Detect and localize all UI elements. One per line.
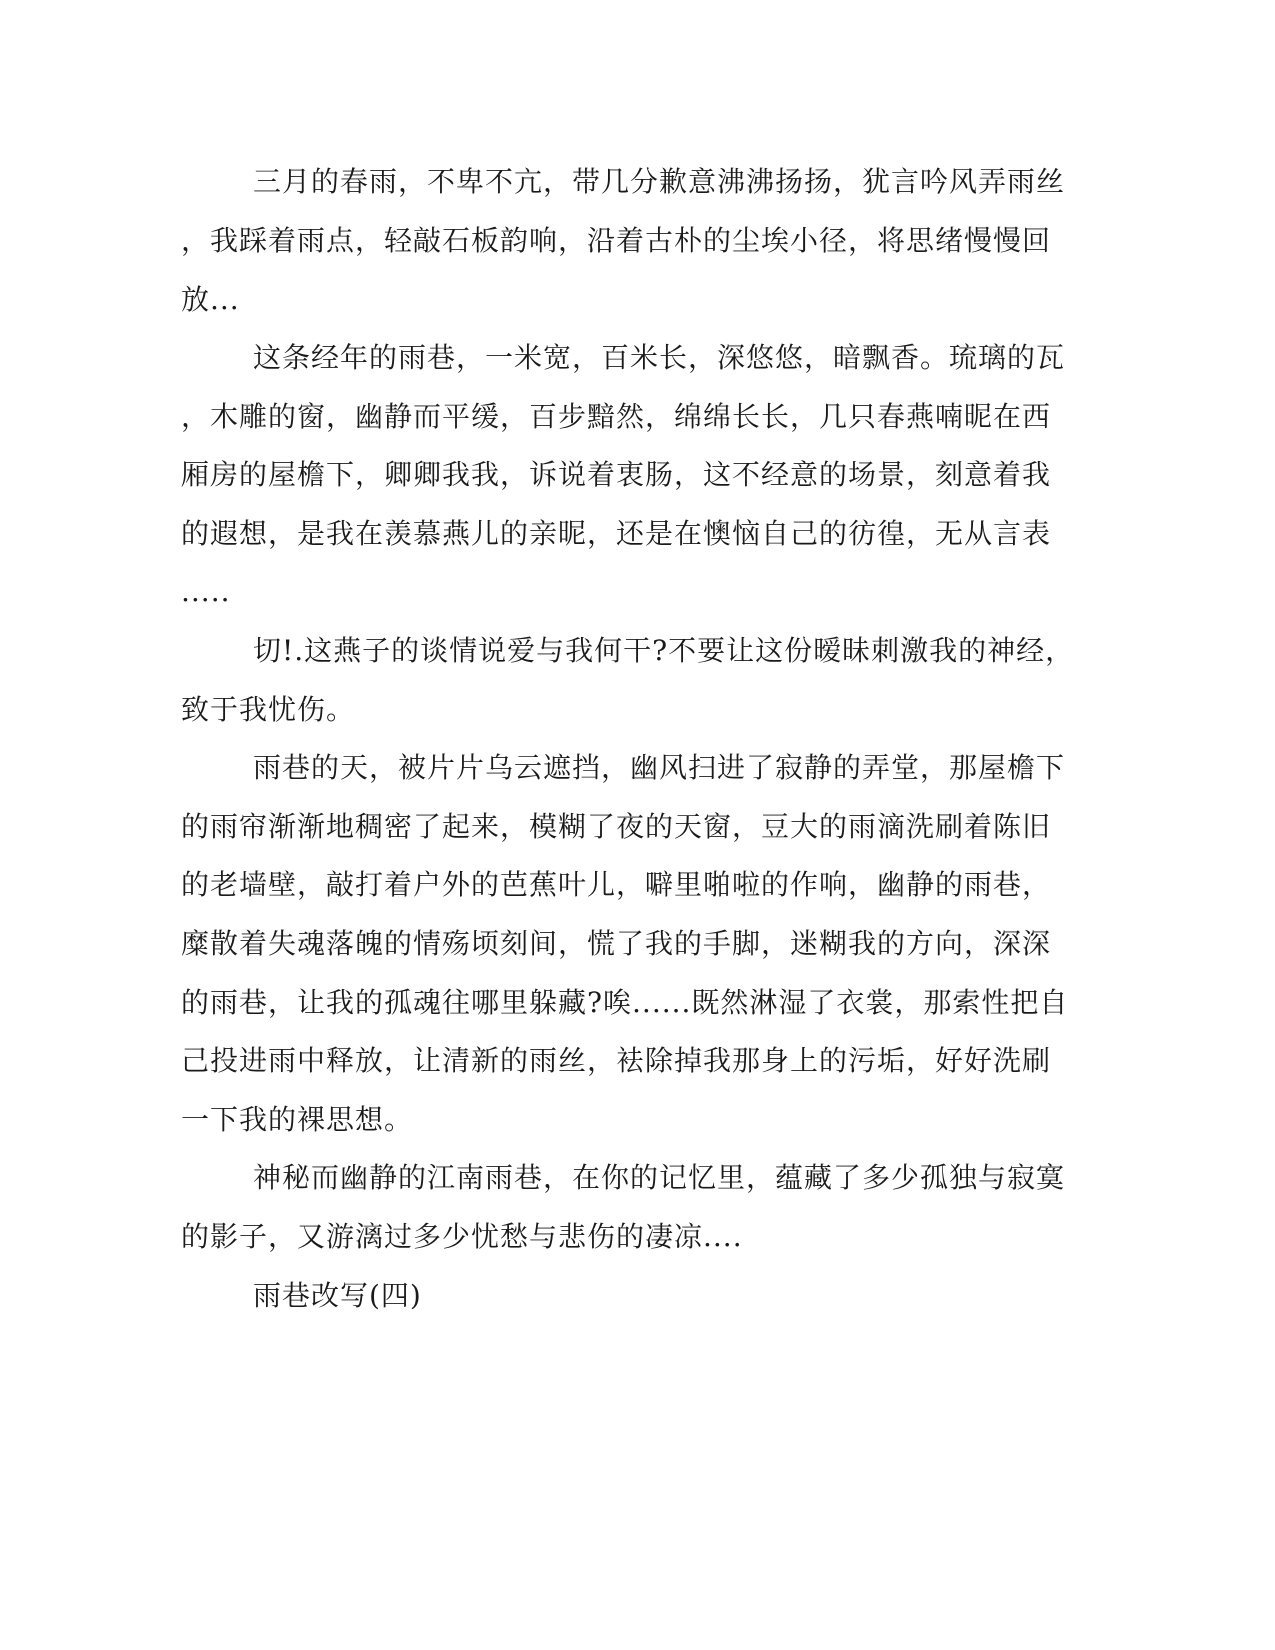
paragraph-line: 的雨帘渐渐地稠密了起来，模糊了夜的天窗，豆大的雨滴洗刷着陈旧 — [181, 810, 1052, 843]
paragraph-line: 糜散着失魂落魄的情殇顷刻间，慌了我的手脚，迷糊我的方向，深深 — [181, 927, 1052, 960]
paragraph-line: 放... — [181, 283, 240, 316]
paragraph-line: 的遐想，是我在羡慕燕儿的亲昵，还是在懊恼自己的彷徨，无从言表 — [181, 517, 1052, 550]
paragraph-line: ..... — [181, 575, 231, 608]
paragraph-line: 己投进雨中释放，让清新的雨丝，袪除掉我那身上的污垢，好好洗刷 — [181, 1044, 1052, 1077]
paragraph-line: 致于我忧伤。 — [181, 693, 356, 726]
paragraph-line: 的影子，又游漓过多少忧愁与悲伤的凄凉.... — [181, 1220, 743, 1253]
paragraph-line: ，木雕的窗，幽静而平缓，百步黯然，绵绵长长，几只春燕喃昵在西 — [181, 400, 1052, 433]
paragraph-line: 的老墙壁，敲打着户外的芭蕉叶儿，噼里啪啦的作响，幽静的雨巷， — [181, 868, 1052, 901]
paragraph-line: 神秘而幽静的江南雨巷，在你的记忆里，蕴藏了多少孤独与寂寞 — [253, 1161, 1066, 1194]
paragraph-line: 厢房的屋檐下，卿卿我我，诉说着衷肠，这不经意的场景，刻意着我 — [181, 458, 1052, 491]
paragraph-line: ，我踩着雨点，轻敲石板韵响，沿着古朴的尘埃小径，将思绪慢慢回 — [181, 224, 1052, 257]
section-title: 雨巷改写(四) — [253, 1279, 422, 1312]
paragraph-line: 雨巷的天，被片片乌云遮挡，幽风扫进了寂静的弄堂，那屋檐下 — [253, 751, 1066, 784]
paragraph-line: 这条经年的雨巷，一米宽，百米长，深悠悠，暗飘香。琉璃的瓦 — [253, 341, 1066, 374]
paragraph-line: 切!.这燕子的谈情说爱与我何干?不要让这份暧昧刺激我的神经， — [253, 634, 1075, 667]
paragraph-line: 的雨巷，让我的孤魂往哪里躲藏?唉......既然淋湿了衣裳，那索性把自 — [181, 986, 1069, 1019]
paragraph-line: 一下我的裸思想。 — [181, 1103, 414, 1136]
paragraph-line: 三月的春雨，不卑不亢，带几分歉意沸沸扬扬，犹言吟风弄雨丝 — [253, 165, 1066, 198]
